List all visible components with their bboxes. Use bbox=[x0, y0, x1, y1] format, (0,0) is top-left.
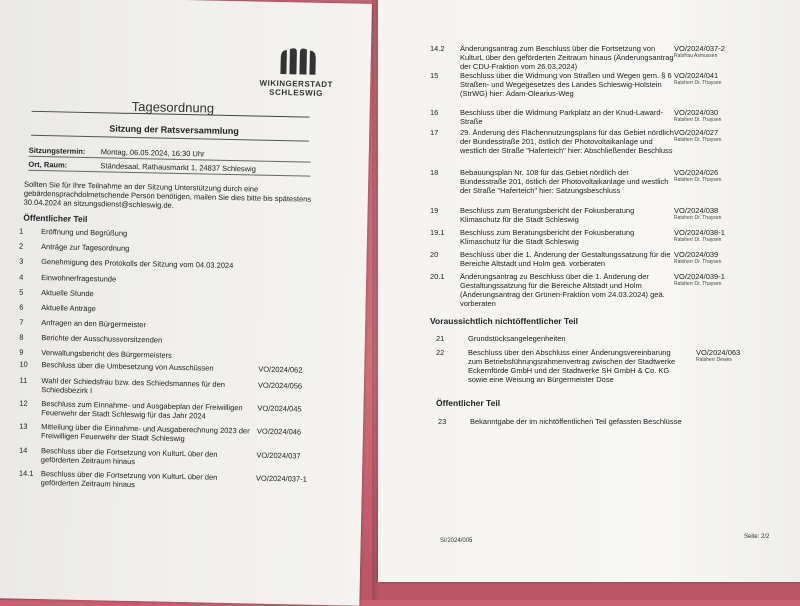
agenda-item-text: Mitteilung über die Einnahme- und Ausgaberechnung 2023 der Freiwilligen Feuerwehr der Stadt Schleswig bbox=[40, 422, 250, 444]
agenda-item-code-text: VO/2024/041 bbox=[674, 71, 719, 80]
agenda-item-code bbox=[674, 168, 721, 183]
agenda-item-number: 20.1 bbox=[430, 272, 445, 281]
accessibility-note: Sollten Sie für Ihre Teilnahme an der Sitzung Unterstützung durch eine gebärdensprachdolmetschende Person benötigen, mailen Sie dies bitte bis spätestens 30.04.2024 an sitzungsdienst@schleswig.de. bbox=[23, 179, 312, 210]
agenda-item-text: Genehmigung des Protokolls der Sitzung vom 04.03.2024 bbox=[41, 257, 234, 271]
agenda-item-number: 5 bbox=[19, 287, 24, 297]
agenda-item-presenter: Ratsherr Dr. Thaysen bbox=[674, 281, 722, 287]
agenda-item bbox=[0, 421, 363, 444]
agenda-item bbox=[0, 332, 365, 345]
meta-key: Ort, Raum: bbox=[28, 159, 68, 170]
agenda-item-text: Anfragen an den Bürgermeister bbox=[41, 318, 146, 330]
agenda-item bbox=[0, 226, 367, 238]
agenda-item-code-text: VO/2024/063 bbox=[696, 348, 741, 357]
agenda-item-code-text: VO/2024/037-1 bbox=[255, 473, 307, 484]
city-logo-icon bbox=[276, 46, 317, 77]
agenda-item-number: 23 bbox=[438, 417, 447, 426]
agenda-item-code-text: VO/2024/062 bbox=[258, 364, 303, 375]
agenda-item-text: Aktuelle Anträge bbox=[41, 303, 96, 314]
page-left bbox=[0, 0, 372, 606]
agenda-item-code-text: VO/2024/037 bbox=[256, 450, 301, 461]
agenda-item-text: Änderungsantrag zu Beschluss über die 1. Änderung der Gestaltungssatzung für die Bereiche Altstadt und Holm (Änderungsantrag der Grünen-Fraktion vom 24.03.2024) geä. vorberaten bbox=[460, 272, 665, 308]
agenda-item-code bbox=[674, 108, 721, 123]
agenda-item-text: Aktuelle Stunde bbox=[41, 288, 94, 299]
agenda-item-text: Beschluss zum Einnahme- und Ausgabeplan der Freiwilligen Feuerwehr der Stadt Schleswig für das Jahr 2024 bbox=[41, 399, 243, 421]
agenda-item-text: Grundstücksangelegenheiten bbox=[468, 334, 566, 343]
meta-value: Ständesaal, Rathausmarkt 1, 24837 Schleswig bbox=[100, 161, 257, 174]
agenda-item bbox=[0, 256, 366, 271]
agenda-item-presenter: Ratsherr Dr. Thaysen bbox=[674, 137, 722, 143]
agenda-item-number: 16 bbox=[430, 108, 439, 117]
agenda-item-code bbox=[256, 451, 300, 461]
agenda-item-code bbox=[674, 128, 721, 143]
agenda-item bbox=[0, 359, 364, 375]
agenda-item-code-text: VO/2024/027 bbox=[674, 128, 719, 137]
agenda-item-number: 14.2 bbox=[430, 44, 445, 53]
document-title: Tagesordnung bbox=[131, 98, 215, 116]
city-logo bbox=[250, 45, 343, 98]
agenda-item-code bbox=[256, 474, 307, 484]
agenda-item-text: Verwaltungsbericht des Bürgermeisters bbox=[41, 348, 172, 360]
section-heading-public-2: Öffentlicher Teil bbox=[436, 398, 501, 408]
agenda-item bbox=[0, 375, 364, 396]
agenda-item bbox=[0, 347, 365, 360]
agenda-item-number: 8 bbox=[19, 332, 24, 342]
agenda-item-text: Beschluss über die Fortsetzung von KulturL über den geförderten Zeitraum hinaus bbox=[40, 469, 218, 490]
agenda-item-text: Berichte der Ausschussvorsitzenden bbox=[41, 333, 163, 345]
section-heading-nonpublic: Voraussichtlich nichtöffentlicher Teil bbox=[430, 316, 578, 326]
agenda-item-text: Bekanntgabe der im nichtöffentlichen Teil gefassten Beschlüsse bbox=[470, 417, 682, 426]
agenda-item-number: 20 bbox=[430, 250, 439, 259]
section-heading-public: Öffentlicher Teil bbox=[23, 212, 88, 225]
logo-line1: WIKINGERSTADT bbox=[259, 78, 334, 90]
agenda-item-text: 29. Änderung des Flächennutzungsplans für das Gebiet nördlich der Bundesstraße 201, östlich der Photovoltaikanlage und westlich der Straße "Haferteich" hier: Abschließender Beschluss bbox=[460, 128, 674, 155]
agenda-item-presenter: Ratsherr Dr. Thaysen bbox=[674, 215, 722, 221]
agenda-item-presenter: Ratsfrau Asmussen bbox=[674, 53, 718, 59]
agenda-item-number: 19 bbox=[430, 206, 439, 215]
agenda-item-text: Änderungsantrag zum Beschluss über die Fortsetzung von KulturL über den geförderten Zeitraum hinaus (Änderungsantrag der CDU-Fraktion vom 26.03.2024) bbox=[460, 44, 674, 71]
agenda-item-number: 1 bbox=[18, 226, 24, 236]
agenda-item-code bbox=[674, 206, 721, 221]
agenda-item-code-text: VO/2024/026 bbox=[674, 168, 719, 177]
agenda-item-text: Beschluss über die 1. Änderung der Gestaltungssatzung für die Bereiche Altstadt und Holm geä. vorberaten bbox=[460, 250, 671, 268]
agenda-item-text: Beschluss über die Umbesetzung von Ausschüssen bbox=[41, 360, 214, 373]
agenda-item bbox=[0, 317, 365, 330]
meta-value: Montag, 06.05.2024, 16:30 Uhr bbox=[100, 147, 205, 159]
agenda-item-number: 14.1 bbox=[18, 468, 34, 478]
agenda-item-number: 22 bbox=[436, 348, 445, 357]
agenda-item-number: 3 bbox=[19, 256, 24, 266]
agenda-item-code bbox=[258, 365, 302, 375]
agenda-item-number: 21 bbox=[436, 334, 445, 343]
agenda-item-number: 14 bbox=[18, 445, 28, 455]
agenda-item-text: Bebauungsplan Nr. 108 für das Gebiet nördlich der Bundesstraße 201, östlich der Photovoltaikanlage und westlich der Straße "Haferteich" hier: Satzungsbeschluss bbox=[460, 168, 669, 195]
agenda-item-number: 6 bbox=[19, 302, 24, 312]
divider bbox=[31, 135, 309, 142]
meta-key: Sitzungstermin: bbox=[28, 145, 86, 156]
agenda-item-code bbox=[257, 404, 301, 414]
agenda-item-code bbox=[674, 44, 725, 59]
agenda-item-code-text: VO/2024/039-1 bbox=[674, 272, 725, 281]
agenda-item-code-text: VO/2024/039 bbox=[674, 250, 719, 259]
agenda-item-number: 11 bbox=[19, 375, 28, 385]
agenda-item-number: 12 bbox=[19, 398, 28, 408]
agenda-item-code bbox=[696, 348, 740, 363]
agenda-item-text: Beschluss über die Fortsetzung von KulturL über den geförderten Zeitraum hinaus bbox=[40, 446, 218, 467]
agenda-item-code-text: VO/2024/038-1 bbox=[674, 228, 725, 237]
agenda-item-number: 15 bbox=[430, 71, 439, 80]
agenda-item-presenter: Ratsherr Dewes bbox=[696, 357, 732, 363]
document-subtitle: Sitzung der Ratsversammlung bbox=[109, 123, 239, 137]
agenda-item-presenter: Ratsherr Dr. Thaysen bbox=[674, 117, 722, 123]
agenda-item bbox=[0, 272, 366, 284]
agenda-item-code-text: VO/2024/045 bbox=[257, 403, 302, 414]
agenda-item-number: 19.1 bbox=[430, 228, 445, 237]
agenda-item-text: Beschluss zum Beratungsbericht der Fokusberatung Klimaschutz für die Stadt Schleswig bbox=[460, 228, 635, 246]
agenda-item-text: Beschluss über die Widmung von Straßen und Wegen gem. § 6 Straßen- und Wegegesetzes des Landes Schleswig-Holstein (StrWG) hier: Adam-Olearius-Weg bbox=[460, 71, 672, 98]
agenda-item-number: 18 bbox=[430, 168, 439, 177]
agenda-item-code-text: VO/2024/046 bbox=[256, 426, 302, 437]
agenda-item-number: 4 bbox=[19, 272, 24, 282]
agenda-item-text: Beschluss zum Beratungsbericht der Fokusberatung Klimaschutz für die Stadt Schleswig bbox=[460, 206, 635, 224]
agenda-item-text: Anträge zur Tagesordnung bbox=[41, 242, 130, 253]
agenda-item-code-text: VO/2024/056 bbox=[257, 380, 303, 391]
agenda-item-number: 13 bbox=[19, 421, 28, 431]
agenda-item-text: Wahl der Schiedsfrau bzw. des Schiedsmannes für den Schiedsbezirk I bbox=[41, 376, 226, 396]
agenda-item-code bbox=[674, 71, 721, 86]
logo-line2: SCHLESWIG bbox=[269, 87, 324, 98]
agenda-item-presenter: Ratsherr Dr. Thaysen bbox=[674, 80, 722, 86]
agenda-item-text: Beschluss über die Widmung Parkplatz an der Knud-Laward-Straße bbox=[460, 108, 664, 126]
agenda-item-code-text: VO/2024/038 bbox=[674, 206, 719, 215]
agenda-item-code-text: VO/2024/037-2 bbox=[674, 44, 725, 53]
agenda-item bbox=[0, 241, 367, 253]
agenda-item bbox=[0, 287, 366, 299]
agenda-item-presenter: Ratsherr Dr. Thaysen bbox=[674, 259, 722, 265]
page-right bbox=[378, 0, 800, 582]
agenda-item-number: 17 bbox=[430, 128, 439, 137]
agenda-item-code-text: VO/2024/030 bbox=[674, 108, 719, 117]
agenda-item-text: Eröffnung und Begrüßung bbox=[40, 227, 128, 238]
agenda-item-code bbox=[674, 228, 725, 243]
agenda-item-code bbox=[258, 381, 302, 391]
agenda-item-code bbox=[674, 250, 721, 265]
agenda-item bbox=[0, 302, 366, 314]
agenda-item-number: 7 bbox=[19, 317, 24, 327]
footer-document-id: SI/2024/005 bbox=[440, 538, 473, 544]
agenda-item-number: 10 bbox=[19, 359, 28, 369]
agenda-item bbox=[0, 445, 363, 467]
agenda-item-text: Einwohnerfragestunde bbox=[41, 273, 117, 284]
agenda-item-text: Beschluss über den Abschluss einer Änderungsvereinbarung zum Betriebsführungsrahmenvertrag zwischen der Stadtwerke Eckernförde GmbH und der Stadtwerke SH GmbH & Co. KG sowie eine Weisung an Bürgermeister Dose bbox=[468, 348, 676, 384]
agenda-item-presenter: Ratsherr Dr. Thaysen bbox=[674, 237, 722, 243]
footer-page-number: Seite: 2/2 bbox=[744, 534, 770, 540]
agenda-item-code bbox=[257, 427, 301, 437]
agenda-item bbox=[0, 468, 362, 490]
agenda-item-code bbox=[674, 272, 725, 287]
agenda-item-number: 9 bbox=[19, 347, 24, 357]
agenda-item-number: 2 bbox=[19, 241, 24, 251]
agenda-item bbox=[0, 398, 363, 421]
agenda-item-presenter: Ratsherr Dr. Thaysen bbox=[674, 177, 722, 183]
